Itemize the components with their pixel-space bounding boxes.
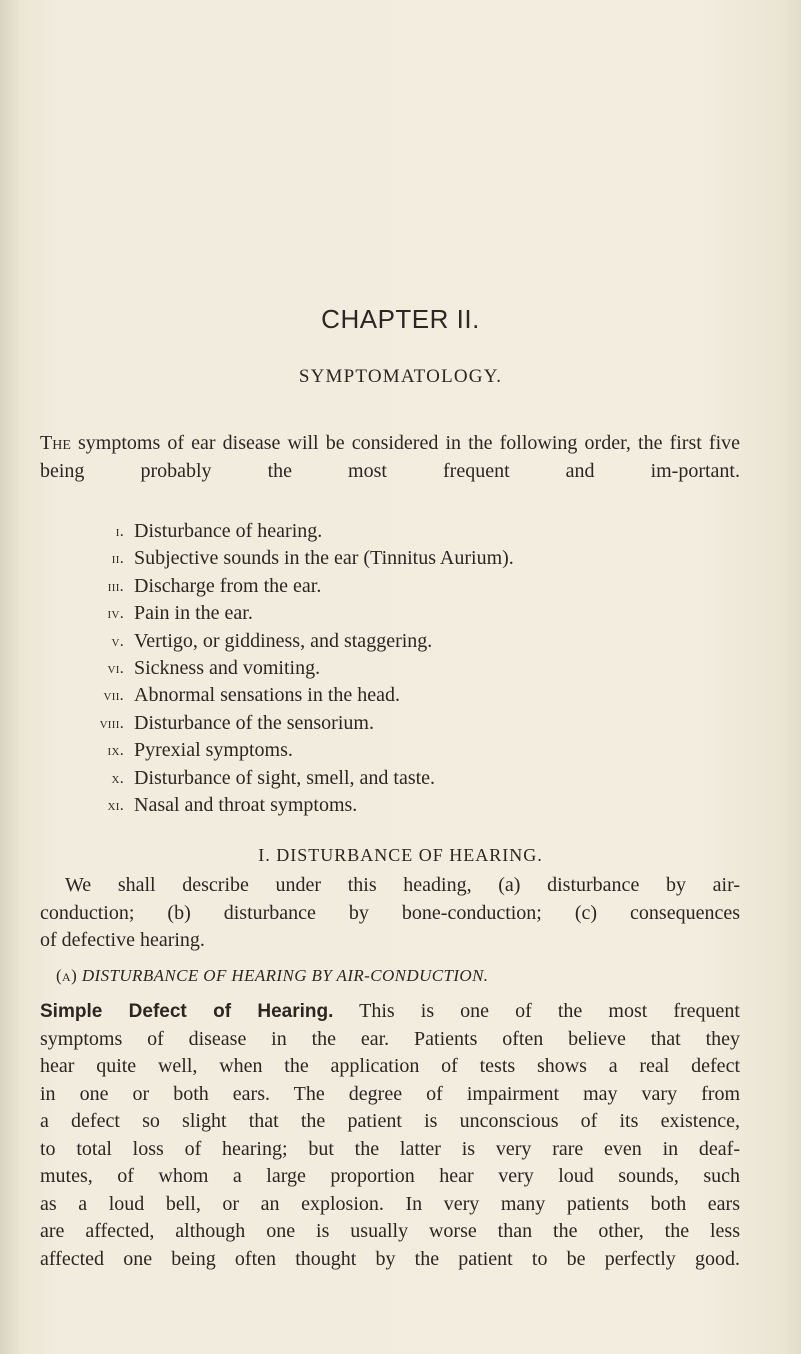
list-text: Nasal and throat symptoms. (134, 794, 358, 817)
intro-line-1 (40, 430, 740, 485)
list-item (84, 518, 514, 545)
section-heading: I. DISTURBANCE OF HEARING. (258, 845, 543, 865)
intro-paragraph (40, 430, 740, 485)
section-intro-line: conduction; (b) disturbance by bone-conduction; (c) consequences (40, 901, 740, 924)
list-number: v. (111, 632, 124, 650)
list-item (84, 655, 514, 682)
section-intro-line: of defective hearing. (40, 929, 205, 951)
list-text: Subjective sounds in the ear (Tinnitus Aurium). (134, 547, 514, 570)
list-number: iii. (107, 577, 124, 595)
list-text: Sickness and vomiting. (134, 657, 321, 680)
list-item (84, 600, 514, 627)
body-paragraph (40, 998, 740, 1273)
body-line: a defect so slight that the patient is unconscious of its existence, (40, 1110, 740, 1132)
subsection-heading (56, 966, 488, 986)
list-item (84, 737, 514, 764)
list-number: ix. (107, 742, 124, 760)
list-number: x. (111, 769, 124, 787)
body-line: in one or both ears. The degree of impairment may vary from (40, 1082, 740, 1105)
list-number: viii. (99, 714, 124, 732)
list-item (84, 792, 514, 819)
subsection-title: DISTURBANCE OF HEARING BY AIR-CONDUCTION. (81, 966, 489, 985)
list-text: Disturbance of hearing. (134, 520, 323, 542)
chapter-subtitle: SYMPTOMATOLOGY. (298, 366, 503, 387)
list-number: vii. (103, 687, 124, 705)
body-line-text: This is one of the most frequent (333, 1000, 740, 1022)
body-line: symptoms of disease in the ear. Patients often believe that they (40, 1027, 740, 1050)
section-intro-line: We shall describe under this heading, (a) disturbance by air- (65, 874, 740, 896)
body-line: as a loud bell, or an explosion. In very many patients both ears (40, 1192, 740, 1215)
body-lead-heading: Simple Defect of Hearing. (40, 1001, 334, 1022)
section-intro-paragraph (40, 872, 740, 955)
list-text: Discharge from the ear. (134, 574, 322, 597)
body-line: are affected, although one is usually worse than the other, the less (40, 1220, 740, 1242)
list-number: vi. (107, 660, 124, 678)
list-item (84, 545, 514, 572)
list-number: i. (115, 523, 124, 540)
list-item (84, 710, 514, 737)
body-line: mutes, of whom a large proportion hear very loud sounds, such (40, 1165, 740, 1187)
body-line (40, 998, 740, 1026)
list-number: xi. (107, 797, 124, 815)
chapter-heading: CHAPTER II. (321, 304, 480, 334)
body-line: to total loss of hearing; but the latter is very rare even in deaf- (40, 1137, 740, 1160)
body-line: affected one being often thought by the patient to be perfectly good. (40, 1247, 740, 1270)
list-text: Abnormal sensations in the head. (134, 684, 401, 707)
list-text: Pain in the ear. (134, 602, 253, 625)
list-text: Pyrexial symptoms. (134, 739, 293, 762)
list-item (84, 573, 514, 600)
list-number: iv. (107, 605, 124, 623)
subsection-label: (a) (56, 966, 78, 985)
list-item (84, 628, 514, 655)
list-text: Vertigo, or giddiness, and staggering. (134, 629, 433, 652)
list-text: Disturbance of the sensorium. (134, 711, 374, 734)
intro-lead-word: The (40, 432, 71, 454)
list-item (84, 682, 514, 709)
list-item (84, 765, 514, 792)
body-line: hear quite well, when the application of tests shows a real defect (40, 1055, 740, 1077)
intro-text: symptoms of ear disease will be considered in the following order, the first five being probably the most frequent and im-portant. (40, 432, 740, 482)
list-text: Disturbance of sight, smell, and taste. (134, 766, 436, 789)
list-number: ii. (111, 550, 124, 568)
symptom-list (84, 518, 514, 819)
